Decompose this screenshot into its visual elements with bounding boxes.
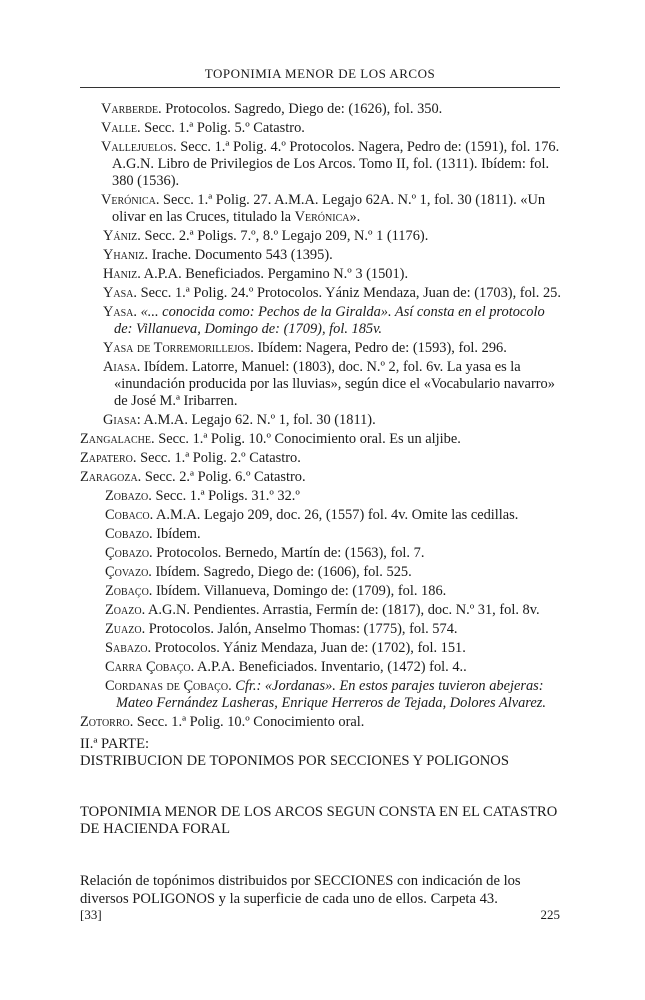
entry-giasa: Giasa: A.M.A. Legajo 62. N.º 1, fol. 30 (1811). <box>103 412 376 428</box>
entry-zaragoza: Zaragoza. Secc. 2.ª Polig. 6.º Catastro. <box>80 469 306 485</box>
entry-cobazo: Cobazo. Ibídem. <box>105 526 201 542</box>
entry-cobazo-cedilla: Çobazo. Protocolos. Bernedo, Martín de: (1563), fol. 7. <box>105 545 425 561</box>
entry-list <box>0 101 645 733</box>
section-subtitle: TOPONIMIA MENOR DE LOS ARCOS SEGUN CONSTA EN EL CATASTRO DE HACIENDA FORAL <box>80 804 558 837</box>
footer-reference: [33] <box>80 907 102 922</box>
entry-aiasa: Aiasa. Ibídem. Latorre, Manuel: (1803), doc. N.º 2, fol. 6v. La yasa es la «inundación producida por las lluvias», según dice el «Vocabulario navarro» de José M.ª Iribarren. <box>103 359 555 409</box>
entry-yaniz: Yániz. Secc. 2.ª Poligs. 7.º, 8.º Legajo 209, N.º 1 (1176). <box>103 228 429 244</box>
entry-zotorro: Zotorro. Secc. 1.ª Polig. 10.º Conocimiento oral. <box>80 714 365 730</box>
entry-zoazo: Zoazo. A.G.N. Pendientes. Arrastia, Fermín de: (1817), doc. N.º 31, fol. 8v. <box>105 602 540 618</box>
entry-sabazo: Sabazo. Protocolos. Yániz Mendaza, Juan de: (1702), fol. 151. <box>105 640 466 656</box>
entry-veronica: Verónica. Secc. 1.ª Polig. 27. A.M.A. Legajo 62A. N.º 1, fol. 30 (1811). «Un olivar en las Cruces, titulado la Verónica». <box>101 192 546 225</box>
entry-zangalache: Zangalache. Secc. 1.ª Polig. 10.º Conocimiento oral. Es un aljibe. <box>80 431 461 447</box>
entry-vallejuelos: Vallejuelos. Secc. 1.ª Polig. 4.º Protocolos. Nagera, Pedro de: (1591), fol. 176. A.G.N. Libro de Privilegios de Los Arcos. Tomo II, fol. (1311). Ibídem: fol. 380 (1536). <box>101 139 560 189</box>
entry-cobaco: Cobaco. A.M.A. Legajo 209, doc. 26, (1557) fol. 4v. Omite las cedillas. <box>105 507 519 523</box>
entry-yhaniz: Yhaniz. Irache. Documento 543 (1395). <box>103 247 333 263</box>
running-head: TOPONIMIA MENOR DE LOS ARCOS <box>204 66 436 81</box>
part-title: DISTRIBUCION DE TOPONIMOS POR SECCIONES Y POLIGONOS <box>80 753 509 769</box>
entry-zobazo: Zobazo. Secc. 1.ª Poligs. 31.º 32.º <box>105 488 300 504</box>
entry-carra-cobaco: Carra Çobaço. A.P.A. Beneficiados. Inventario, (1472) fol. 4.. <box>105 659 467 675</box>
intro-paragraph: Relación de topónimos distribuidos por SECCIONES con indicación de los diversos POLIGONOS y la superficie de cada uno de ellos. Carpeta 43. <box>80 873 521 907</box>
entry-cordanas-de-cobaco: Cordanas de Çobaço. Cfr.: «Jordanas». En estos parajes tuvieron abejeras: Mateo Fernández Lasheras, Enrique Herreros de Tejada, Dolores Alvarez. <box>105 678 546 711</box>
entry-covazo: Çovazo. Ibídem. Sagredo, Diego de: (1606), fol. 525. <box>105 564 412 580</box>
entry-yasa-torremorillejos: Yasa de Torremorillejos. Ibídem: Nagera, Pedro de: (1593), fol. 296. <box>103 340 507 356</box>
entry-valle: Valle. Secc. 1.ª Polig. 5.º Catastro. <box>101 120 305 136</box>
entry-varberde: Varberde. Protocolos. Sagredo, Diego de: (1626), fol. 350. <box>101 101 443 117</box>
page-number: 225 <box>540 907 560 922</box>
part-two-section <box>80 736 560 908</box>
entry-yasa-giralda: Yasa. «... conocida como: Pechos de la Giralda». Así consta en el protocolo de: Villanueva, Domingo de: (1709), fol. 185v. <box>103 304 545 337</box>
entry-zapatero: Zapatero. Secc. 1.ª Polig. 2.º Catastro. <box>80 450 301 466</box>
entry-zuazo: Zuazo. Protocolos. Jalón, Anselmo Thomas: (1775), fol. 574. <box>105 621 458 637</box>
entry-haniz: Haniz. A.P.A. Beneficiados. Pergamino N.º 3 (1501). <box>103 266 409 282</box>
part-heading: II.ª PARTE: <box>80 736 150 752</box>
entry-zobaco: Zobaço. Ibídem. Villanueva, Domingo de: (1709), fol. 186. <box>105 583 447 599</box>
entry-yasa: Yasa. Secc. 1.ª Polig. 24.º Protocolos. Yániz Mendaza, Juan de: (1703), fol. 25. <box>103 285 561 301</box>
header-rule <box>80 87 560 88</box>
